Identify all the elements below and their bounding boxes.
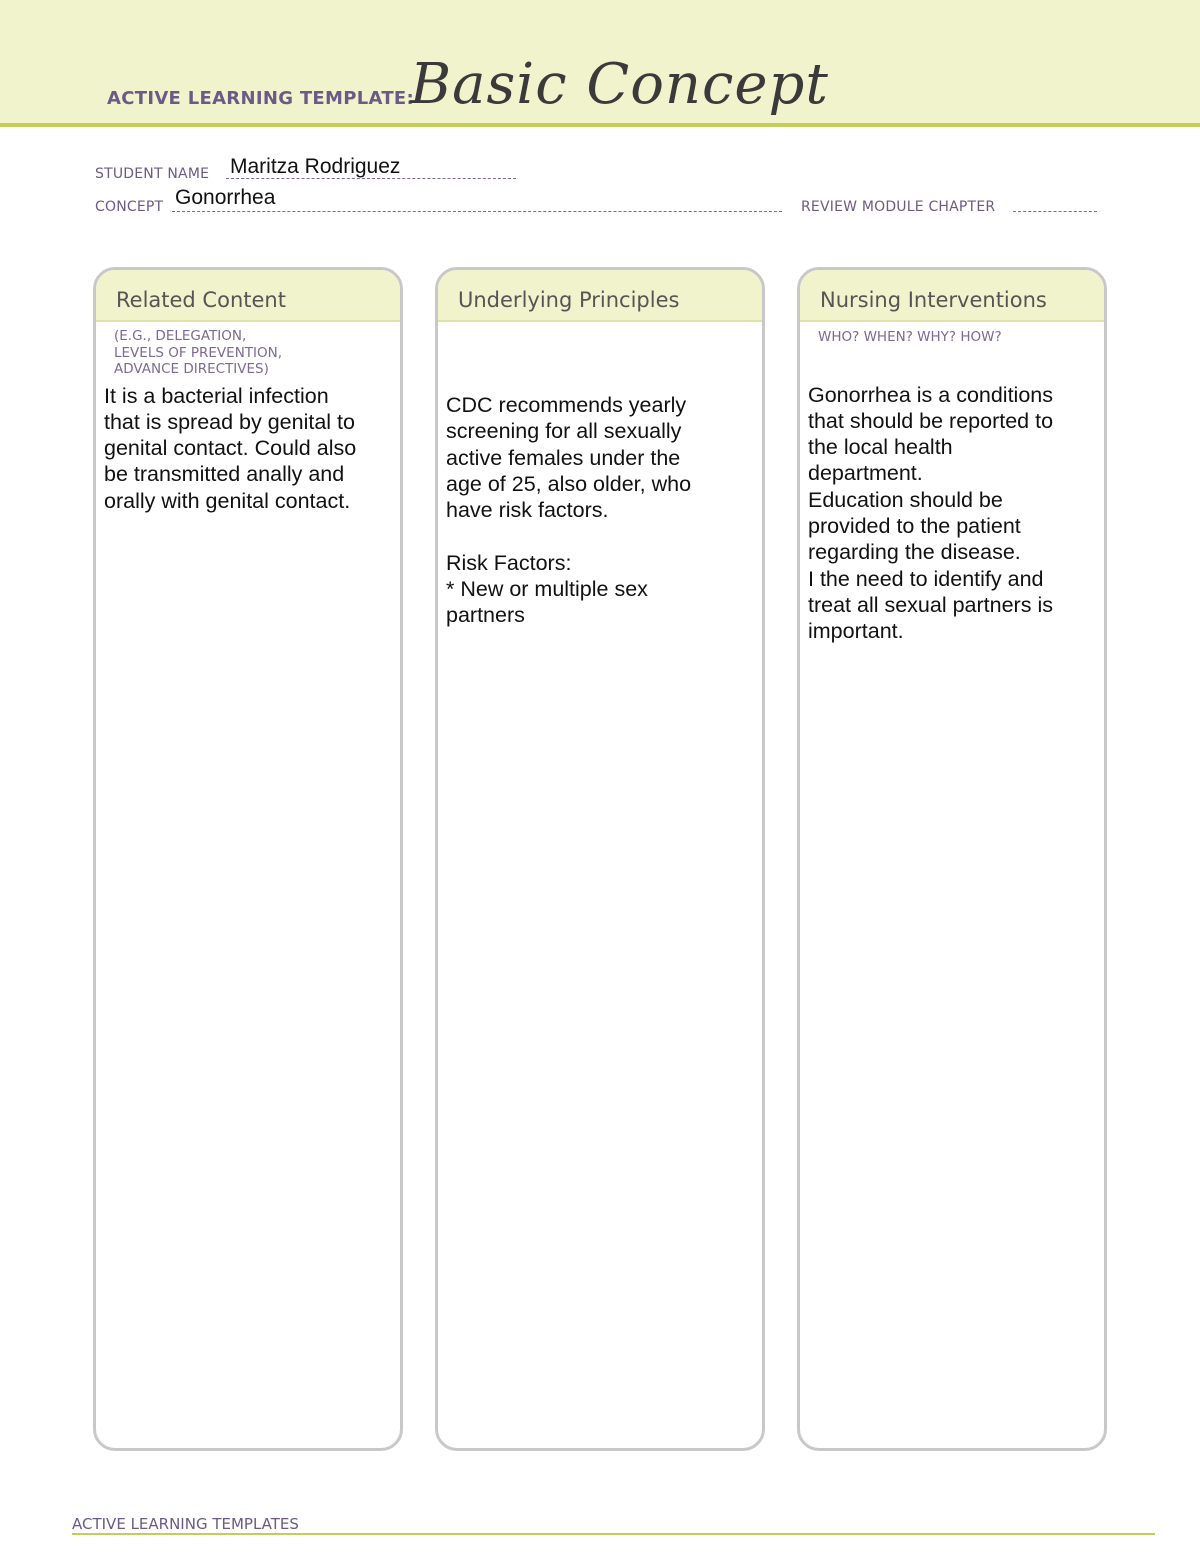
related-content-subtitle: (E.G., DELEGATION, LEVELS OF PREVENTION, ADVANCE DIRECTIVES) (114, 328, 283, 377)
underlying-principles-card (435, 267, 765, 1451)
template-label: ACTIVE LEARNING TEMPLATE: (107, 88, 414, 109)
related-content-text[interactable]: It is a bacterial infection that is spread by genital to genital contact. Could also be transmitted anally and orally with genital contact. (104, 383, 357, 513)
review-module-label: REVIEW MODULE CHAPTER (801, 199, 996, 215)
nursing-interventions-subtitle: WHO? WHEN? WHY? HOW? (818, 329, 1002, 345)
underlying-principles-text[interactable]: CDC recommends yearly screening for all sexually active females under the age of 25, also older, who have risk factors. Risk Factors: * New or multiple sex partners (446, 393, 692, 628)
concept-label: CONCEPT (95, 199, 164, 215)
nursing-interventions-header: Nursing Interventions (800, 270, 1104, 322)
underlying-principles-header: Underlying Principles (438, 270, 762, 322)
nursing-interventions-card (797, 267, 1107, 1451)
student-name-field[interactable]: Maritza Rodriguez (230, 155, 401, 178)
footer-divider (72, 1533, 1155, 1535)
review-module-line (1013, 211, 1097, 212)
related-content-header: Related Content (96, 270, 400, 322)
nursing-interventions-text[interactable]: Gonorrhea is a conditions that should be reported to the local health department. Education should be provided to the patient regarding the disease. I the need to identify and treat all sexual partners is important. (808, 382, 1054, 644)
related-content-card (93, 267, 403, 1451)
footer-label: ACTIVE LEARNING TEMPLATES (72, 1515, 299, 1533)
concept-line (172, 211, 782, 212)
header-divider (0, 123, 1200, 127)
student-name-label: STUDENT NAME (95, 166, 210, 182)
concept-field[interactable]: Gonorrhea (175, 186, 276, 209)
template-title: Basic Concept (410, 52, 829, 117)
